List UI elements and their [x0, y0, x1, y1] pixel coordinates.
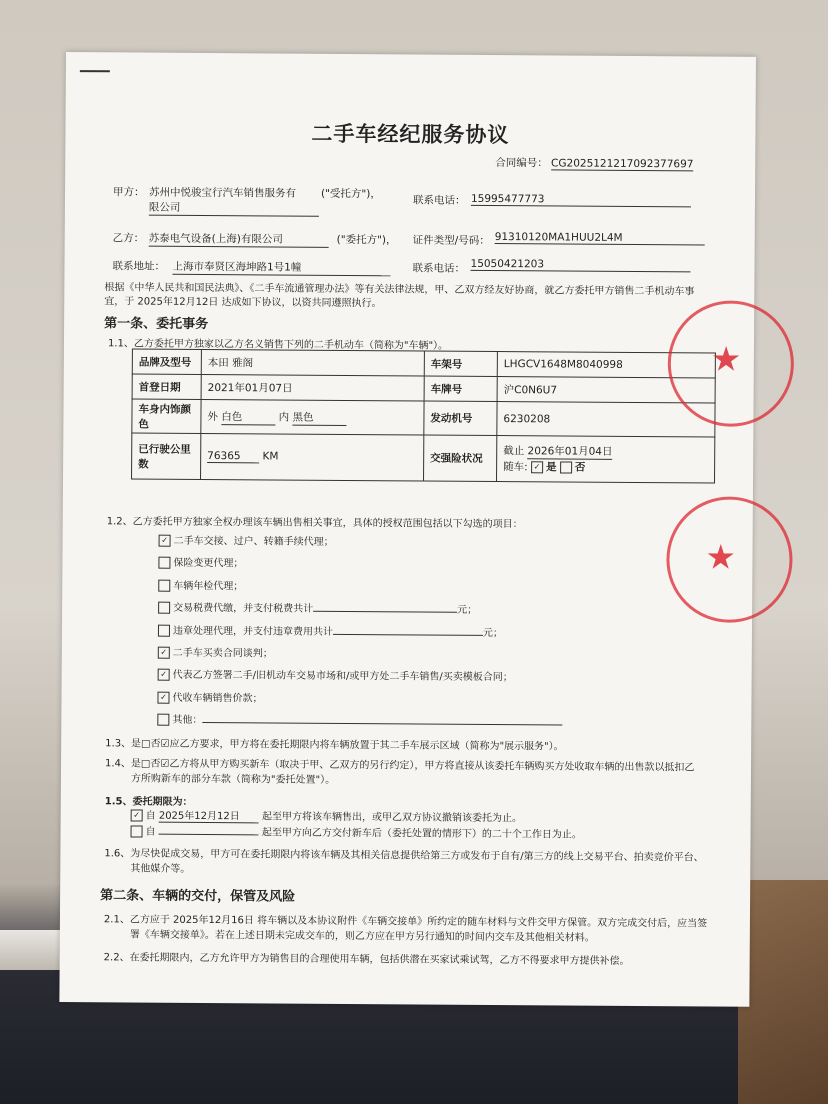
clause-1-6-line1: 1.6、为尽快促成交易，甲方可在委托期限内将该车辆及其相关信息提供给第三方或发布于自有/第三方的线上交易平台、拍卖竞价平台、: [104, 848, 704, 864]
intro-line1: 根据《中华人民共和国民法典》、《二手车流通管理办法》等有关法律法规，甲、乙双方经友好协商，就乙方委托甲方销售二手机动车事: [104, 282, 695, 298]
contract-number-line: [495, 155, 693, 171]
clause-1-3: 1.3、是□否☑应乙方要求，甲方将在委托期限内将车辆放置于其二手车展示区域（简称为"展示服务"）。: [105, 738, 564, 753]
contract-page: [59, 52, 756, 1007]
party-a-role: ("受托方")，: [320, 187, 381, 201]
contract-number-label: 合同编号：: [495, 156, 548, 170]
clause-1-5-b: 自 起至甲方向乙方交付新车后（委托处置的情形下）的二十个工作日为止。: [131, 822, 582, 840]
insurance-label: 交强险状况: [424, 435, 497, 482]
vehicle-info-table: [131, 348, 716, 483]
clause-1-1: 1.1、乙方委托甲方独家以乙方名义销售下列的二手机动车（简称为"车辆"）。: [107, 338, 449, 352]
brand-label: 品牌及型号: [132, 349, 201, 374]
checkbox-icon: ✓: [158, 669, 170, 681]
party-b-phone: 15050421203: [470, 258, 690, 273]
option-item: ✓ 代表乙方签署二手/旧机动车交易市场和/或甲方处二手车销售/买卖模板合同；: [158, 665, 563, 690]
section-2-heading: 第二条、车辆的交付，保管及风险: [100, 888, 296, 905]
document-title: 二手车经纪服务协议: [311, 121, 510, 148]
checkbox-checked-icon: ✓: [131, 809, 143, 821]
section-1-heading: 第一条、委托事务: [104, 316, 209, 332]
checkbox-icon: [131, 825, 143, 837]
insurance-until: 2026年01月04日: [527, 445, 613, 458]
reg-date-label: 首登日期: [132, 374, 201, 399]
party-a-name-line1: 苏州中悦骏宝行汽车销售服务有: [148, 186, 297, 200]
table-row: [132, 433, 715, 483]
engine-label: 发动机号: [424, 401, 497, 436]
seal-star-icon: ★: [705, 537, 737, 578]
checkbox-icon: ✓: [158, 647, 170, 659]
brand-value: 本田 雅阁: [201, 349, 424, 376]
contract-number: CG2025121217092377697: [551, 157, 694, 171]
interior-color: 黑色: [292, 409, 346, 425]
option-item: 其他：: [157, 710, 562, 735]
checkbox-icon: [158, 579, 170, 591]
wooden-floor: [738, 880, 828, 1104]
table-row: [132, 399, 715, 437]
authorization-options: [157, 531, 563, 735]
party-b-role: ("委托方")，: [336, 233, 397, 247]
company-seal-bottom: [666, 496, 793, 623]
insurance-value: 截止 2026年01月04日 随车: ✓ 是 否: [497, 436, 715, 484]
engine-value: 6230208: [497, 402, 715, 438]
checkbox-icon: [158, 624, 170, 636]
party-a-phone: 15995477773: [471, 193, 691, 208]
checkbox-icon: ✓: [157, 691, 169, 703]
checkbox-icon: [158, 557, 170, 569]
clause-2-1-line1: 2.1、乙方应于 2025年12月16日 将车辆以及本协议附件《车辆交接单》所约定的随车材料与文件交甲方保管。双方完成交付后，应当签: [103, 914, 708, 930]
option-item: 保险变更代理；: [158, 553, 563, 578]
party-a-name-line2: 限公司: [148, 201, 181, 214]
vin-label: 车架号: [424, 351, 497, 377]
party-a-phone-label: 联系电话：: [412, 194, 466, 207]
mileage-value: 76365 KM: [201, 433, 424, 481]
address-label: 联系地址：: [112, 260, 166, 273]
vin-value: LHGCV1648M8040998: [497, 352, 715, 379]
color-value: 外 白色 内 黑色: [201, 399, 424, 435]
address: 上海市奉贤区海坤路1号1幢: [172, 259, 390, 277]
party-b-name: 苏泰电气设备(上海)有限公司: [149, 231, 329, 248]
option-item: ✓ 代收车辆销售价款；: [157, 687, 562, 712]
seal-star-icon: ★: [710, 339, 742, 380]
plate-label: 车牌号: [424, 376, 497, 402]
checkbox-icon: [158, 602, 170, 614]
party-b-phone-label: 联系电话：: [412, 262, 466, 275]
option-item: ✓ 二手车交接、过户、转籍手续代理；: [159, 531, 564, 556]
clause-1-4-line2: 方所购新车的部分车款（简称为"委托处置"）。: [130, 773, 336, 786]
clause-1-6-line2: 其他媒介等。: [130, 863, 191, 875]
intro-line2: 宜，于 2025年12月12日 达成如下协议，以资共同遵照执行。: [104, 296, 382, 310]
cert-label: 证件类型/号码：: [412, 234, 490, 247]
checkbox-icon: [560, 461, 572, 473]
party-b-label: 乙方：: [112, 232, 145, 245]
party-a-underline: [149, 215, 319, 217]
reg-date-value: 2021年01月07日: [201, 374, 424, 401]
clause-1-2: 1.2、乙方委托甲方独家全权办理该车辆出售相关事宜，具体的授权范围包括以下勾选的项目：: [106, 516, 523, 531]
clause-1-5-title: 1.5、委托期限为：: [104, 796, 193, 808]
mileage-label: 已行驶公里 数: [132, 433, 201, 479]
checkbox-checked-icon: ✓: [531, 461, 543, 473]
plate-value: 沪C0N6U7: [497, 377, 715, 404]
color-label: 车身内饰颜 色: [132, 399, 201, 433]
clause-1-5-a: ✓ 自 2025年12月12日 起至甲方将该车辆售出，或甲乙双方协议撤销该委托为止。: [131, 806, 522, 825]
checkbox-icon: ✓: [159, 535, 171, 547]
party-a-label: 甲方：: [112, 186, 145, 199]
clause-2-2: 2.2、在委托期限内，乙方允许甲方为销售目的合理使用车辆，包括供潜在买家试乘试驾，乙方不得要求甲方提供补偿。: [103, 952, 630, 967]
checkbox-icon: [157, 714, 169, 726]
option-item: 车辆年检代理；: [158, 575, 563, 600]
option-item: ✓ 二手车买卖合同谈判；: [158, 643, 563, 668]
corner-mark: [80, 70, 110, 72]
exterior-color: 白色: [221, 409, 275, 425]
option-item: 违章处理代理，并支付违章费用共计 元；: [158, 620, 563, 645]
option-item: 交易税费代缴，并支付税费共计 元；: [158, 598, 563, 623]
clause-2-1-line2: 署《车辆交接单》。若在上述日期未完成交车的，则乙方应在甲方另行通知的时间内交车及其他相关材料。: [129, 929, 595, 944]
company-seal-top: [667, 300, 794, 427]
cert-number: 91310120MA1HUU2L4M: [495, 231, 705, 245]
clause-1-4-line1: 1.4、是□否☑乙方将从甲方购买新车（取决于甲、乙双方的另行约定），甲方将直接从该委托车辆购买方处收取车辆的出售款以抵扣乙: [104, 758, 695, 774]
